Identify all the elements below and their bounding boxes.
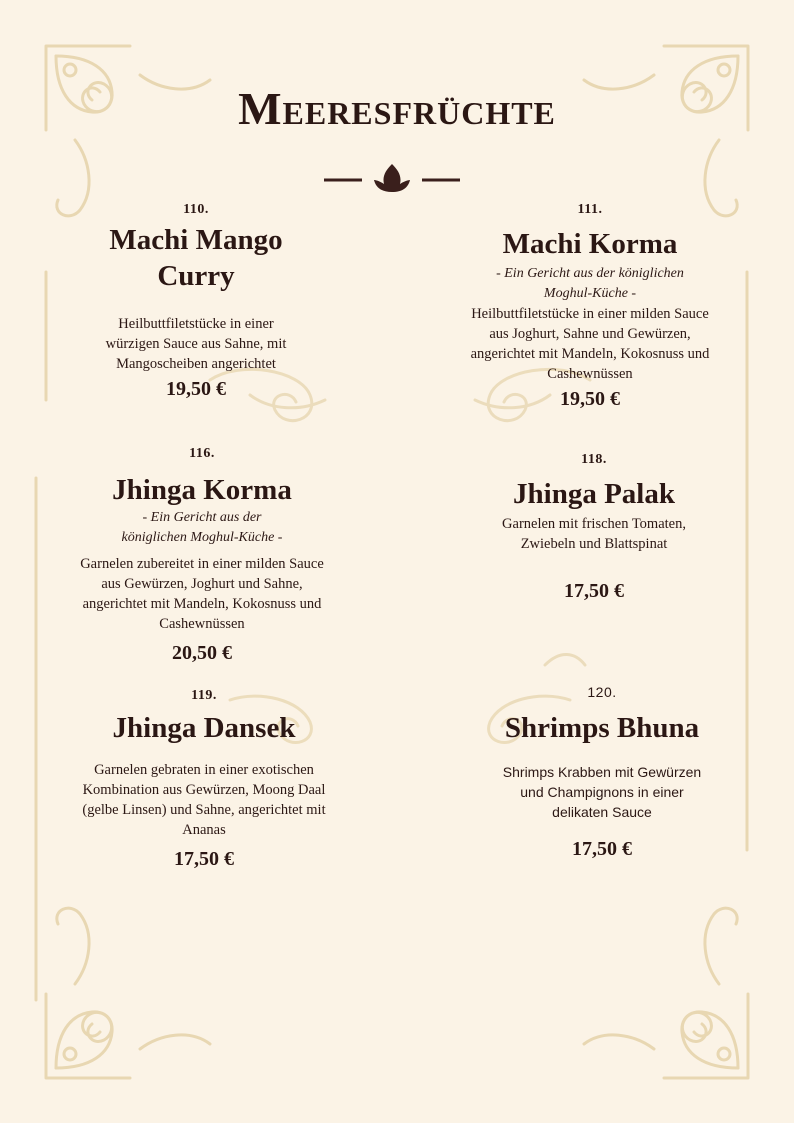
item-name: Jhinga Korma [112, 474, 292, 506]
item-price: 19,50 € [166, 378, 226, 400]
item-price: 19,50 € [560, 388, 620, 410]
item-subtitle: - Ein Gericht aus der königlichen Moghul-Küche - [121, 510, 283, 545]
corner-ornament-bottom-right [584, 908, 748, 1078]
item-name: Jhinga Dansek [112, 712, 296, 744]
page-title: Meeresfrüchte [238, 83, 556, 134]
side-rail-left [36, 272, 46, 1000]
item-price: 17,50 € [174, 848, 234, 870]
item-description: Garnelen mit frischen Tomaten, Zwiebeln und Blattspinat [502, 516, 686, 552]
title-divider [322, 160, 462, 194]
item-name: Jhinga Palak [513, 478, 675, 510]
item-number: 119. [191, 688, 217, 703]
item-name: Machi Korma [502, 228, 678, 260]
item-number: 120. [587, 684, 617, 700]
menu-item-110 [76, 202, 316, 401]
corner-ornament-bottom-left [46, 908, 210, 1078]
menu-item-120 [488, 684, 716, 861]
item-price: 17,50 € [572, 838, 632, 860]
item-name: Machi Mango Curry [109, 224, 283, 292]
leaf-icon [374, 164, 410, 192]
item-number: 110. [183, 202, 209, 217]
item-description: Shrimps Krabben mit Gewürzen und Champignons in einer delikaten Sauce [502, 764, 702, 820]
item-price: 20,50 € [172, 642, 232, 664]
menu-item-111 [460, 202, 720, 411]
menu-item-116 [70, 446, 334, 665]
item-description: Heilbuttfiletstücke in einer würzigen Sauce aus Sahne, mit Mangoscheiben angerichtet [105, 316, 287, 372]
item-number: 116. [189, 446, 215, 461]
item-number: 111. [577, 202, 603, 217]
item-number: 118. [581, 452, 607, 467]
item-subtitle: - Ein Gericht aus der königlichen Moghul-Küche - [496, 266, 684, 301]
item-name: Shrimps Bhuna [504, 712, 700, 744]
menu-item-118 [494, 452, 694, 603]
item-description: Garnelen zubereitet in einer milden Sauce aus Gewürzen, Joghurt und Sahne, angerichtet mit Mandeln, Kokosnuss und Cashewnüssen [80, 556, 324, 632]
menu-item-119 [72, 688, 336, 871]
item-price: 17,50 € [564, 580, 624, 602]
item-description: Heilbuttfiletstücke in einer milden Sauce aus Joghurt, Sahne und Gewürzen, angerichtet mit Mandeln, Kokosnuss und Cashewnüssen [470, 306, 710, 382]
item-description: Garnelen gebraten in einer exotischen Kombination aus Gewürzen, Moong Daal (gelbe Linsen) und Sahne, angerichtet mit Ananas [82, 762, 326, 838]
